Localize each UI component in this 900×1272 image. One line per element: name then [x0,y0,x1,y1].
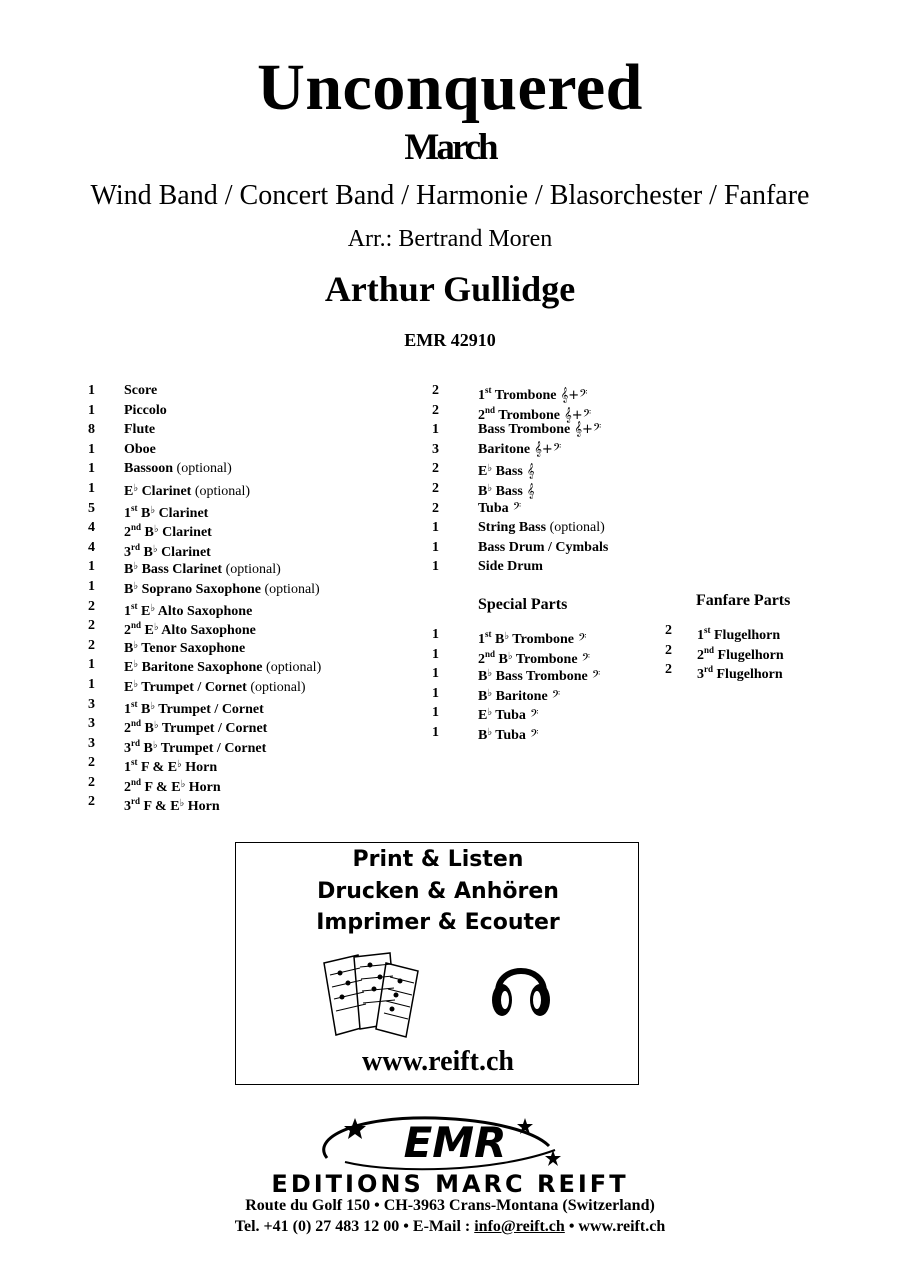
part-ordinal: 2 [478,651,485,667]
part-name [478,459,535,479]
catalog-number: EMR 42910 [404,330,496,350]
part-key: B [141,525,154,541]
part-quantity: 2 [665,642,672,658]
optional-note: (optional) [173,461,232,477]
flat-sign: ♭ [150,602,156,614]
part-row [432,723,600,743]
part-label: Bass [492,483,523,499]
clef-icon: 𝄢 [547,688,561,704]
part-ordinal: 2 [124,525,131,541]
optional-note: (optional) [222,562,281,578]
part-row [88,714,321,737]
part-quantity: 1 [88,578,95,594]
part-row [88,734,321,754]
part-quantity: 1 [432,559,439,575]
part-label: Alto Saxophone [158,623,256,639]
part-key: B [491,632,505,647]
part-label: Trombone [509,632,575,647]
flat-sign: ♭ [153,720,159,732]
part-label: Flugelhorn [710,628,781,643]
special-parts-heading: Special Parts [478,596,568,613]
flat-sign: ♭ [487,726,493,738]
part-name [478,420,601,440]
part-name [478,538,608,558]
special-parts-list [432,625,600,743]
part-row [88,773,321,793]
optional-note: (optional) [546,520,605,536]
part-quantity: 3 [88,716,95,732]
part-label: Alto Saxophone [155,603,253,619]
part-key: E [124,679,134,695]
ordinal-suffix: st [131,502,138,513]
part-name [478,440,561,460]
promo-url: www.reift.ch [362,1046,514,1077]
part-label: Side Drum [478,559,543,575]
part-row [88,499,321,519]
part-ordinal: 3 [697,667,704,683]
flat-sign: ♭ [133,639,139,651]
part-ordinal: 2 [697,647,704,663]
part-quantity: 1 [432,685,439,701]
part-key: E [137,603,151,619]
part-name [124,420,155,440]
ordinal-suffix: st [704,625,711,635]
part-row [432,625,600,645]
part-label: Bass Trombone [492,669,588,685]
publisher-name: EDITIONS MARC REIFT [271,1170,629,1198]
publisher-contact [0,1218,900,1236]
ordinal-suffix: nd [131,522,142,533]
part-row [432,557,608,577]
part-key: F & E [137,760,178,776]
clef-icon: 𝄢 [525,708,539,724]
ordinal-suffix: st [485,629,492,639]
clef-icon: 𝄞+𝄢 [559,407,592,423]
part-ordinal: 1 [697,628,704,643]
part-name [478,401,591,421]
part-quantity: 2 [88,774,95,790]
part-name [478,557,543,577]
part-quantity: 1 [432,539,439,555]
ordinal-suffix: st [131,757,138,768]
promo-line-english: Print & Listen [352,847,524,872]
part-quantity: 1 [432,422,439,438]
part-ordinal: 1 [124,760,131,776]
flat-sign: ♭ [133,659,139,671]
part-quantity: 2 [88,598,95,614]
part-label: Oboe [124,441,156,457]
part-label: Bassoon [124,461,174,477]
part-row [88,557,321,577]
part-key: B [137,505,151,521]
part-label: Piccolo [124,402,167,418]
optional-note: (optional) [262,660,322,676]
part-label: Baritone [492,688,548,704]
email-link[interactable]: info@reift.ch [474,1218,565,1235]
part-name [124,753,218,776]
part-name [124,381,157,401]
flat-sign: ♭ [507,650,513,662]
part-name [124,499,208,519]
part-name [124,616,256,639]
ordinal-suffix: nd [485,404,496,415]
part-quantity: 2 [665,623,672,638]
part-quantity: 2 [432,500,439,516]
part-row [88,401,321,421]
part-key: B [137,701,151,717]
part-quantity: 4 [88,539,95,555]
part-quantity: 2 [432,480,439,496]
part-row [432,401,608,421]
part-row [88,636,321,656]
title: Unconquered [257,51,643,124]
part-quantity: 1 [88,657,95,673]
part-key: B [124,562,134,578]
part-quantity: 1 [432,520,439,536]
part-key: B [495,651,508,667]
part-label: Bass Drum / Cymbals [478,539,609,555]
flat-sign: ♭ [133,678,139,690]
part-key: F & E [141,779,181,795]
part-name [478,625,587,645]
flat-sign: ♭ [487,463,493,475]
part-label: Trumpet / Cornet [155,701,264,717]
part-quantity: 1 [88,676,95,692]
part-ordinal: 1 [478,632,485,647]
part-name [124,773,221,793]
ordinal-suffix: nd [131,620,142,631]
clef-icon: 𝄢 [525,727,539,743]
publisher-address: Route du Golf 150 • CH-3963 Crans-Montana (Switzerland) [245,1197,655,1214]
clef-icon: 𝄞+𝄢 [556,388,588,403]
part-label: Flugelhorn [713,667,783,683]
part-name [697,641,784,661]
part-key: B [478,688,488,704]
part-ordinal: 3 [124,799,131,815]
part-quantity: 3 [432,441,439,457]
part-label: Trombone [512,651,578,667]
part-quantity: 2 [88,755,95,771]
fanfare-parts-heading: Fanfare Parts [696,592,791,609]
part-label: Trumpet / Cornet [138,679,247,695]
part-quantity: 1 [432,627,439,642]
part-key: E [124,483,134,499]
subtitle: March [404,127,496,168]
flat-sign: ♭ [152,543,158,555]
parts-list-brass [432,381,608,577]
phone-text: Tel. +41 (0) 27 483 12 00 • E-Mail : [234,1218,475,1235]
flat-sign: ♭ [152,739,158,751]
part-row [88,518,321,541]
headphones-icon [490,950,552,1022]
part-label: Clarinet [155,505,209,521]
logo-text: EMR [403,1118,507,1167]
part-row [88,538,321,558]
composer: Arthur Gullidge [324,269,576,309]
part-label: Baritone [478,441,531,457]
part-row [88,381,321,401]
part-label: Clarinet [157,544,211,560]
part-label: Soprano Saxophone [138,581,261,597]
instrumentation: Wind Band / Concert Band / Harmonie / Blasorchester / Fanfare [90,180,810,211]
part-row [88,597,321,617]
part-label: Baritone Saxophone [138,660,263,676]
part-ordinal: 3 [124,740,131,756]
flat-sign: ♭ [150,700,156,712]
ordinal-suffix: nd [131,718,142,729]
part-key: E [141,623,154,639]
part-row [88,695,321,715]
part-quantity: 1 [88,402,95,418]
print-listen-box [235,842,639,1085]
part-name [124,459,232,479]
part-key: B [478,727,488,743]
part-ordinal: 2 [478,407,485,423]
part-row [432,645,600,665]
part-name [124,401,167,421]
part-label: Horn [184,799,220,815]
part-name [124,734,266,754]
flat-sign: ♭ [177,759,182,771]
sheet-music-icon [320,949,430,1039]
part-label: Tuba [478,500,509,516]
part-name [478,381,588,401]
part-name [478,645,590,665]
part-quantity: 1 [88,559,95,575]
part-label: Trumpet / Cornet [157,740,267,756]
part-row [432,440,608,460]
flat-sign: ♭ [133,580,139,592]
ordinal-suffix: nd [131,776,142,787]
part-quantity: 1 [432,646,439,662]
part-row [432,703,600,723]
part-row [88,420,321,440]
part-quantity: 1 [88,480,95,496]
part-row [432,479,608,499]
ordinal-suffix: rd [704,664,713,675]
part-name [124,597,252,617]
flat-sign: ♭ [133,561,139,573]
ordinal-suffix: st [131,698,138,709]
clef-icon: 𝄞 [522,483,535,499]
part-quantity: 1 [88,441,95,457]
part-row [88,577,321,597]
part-name [697,660,783,683]
part-name [124,577,320,597]
part-ordinal: 1 [124,505,131,521]
part-name [124,479,250,499]
part-label: Horn [185,779,221,795]
part-label: Bass Trombone [478,422,571,438]
part-key: B [478,483,488,499]
clef-icon: 𝄢 [508,500,522,516]
part-quantity: 2 [432,461,439,477]
website-text: • www.reift.ch [564,1218,666,1235]
part-row [432,420,608,440]
arranger: Arr.: Bertrand Moren [347,226,553,252]
flat-sign: ♭ [179,798,185,810]
part-label: Trombone [491,388,557,403]
part-row [88,675,321,695]
clef-icon: 𝄞+𝄢 [570,422,602,438]
part-label: Tuba [492,727,526,743]
part-key: E [478,708,488,724]
part-row [665,660,784,683]
part-row [432,538,608,558]
part-label: Clarinet [138,483,192,499]
part-label: Tuba [492,708,526,724]
part-label: Flugelhorn [714,647,784,663]
part-quantity: 2 [665,662,672,678]
promo-line-french: Imprimer & Ecouter [316,910,560,935]
part-quantity: 3 [88,735,95,751]
part-name [478,703,538,723]
flat-sign: ♭ [133,482,139,494]
part-label: String Bass [478,520,547,536]
fanfare-parts-list [665,621,784,683]
part-name [124,792,220,815]
part-name [478,499,521,519]
part-key: E [124,660,134,676]
part-key: B [141,721,154,737]
part-row [88,655,321,675]
part-name [124,557,281,577]
part-name [124,538,211,558]
part-label: Score [124,383,158,398]
part-row [432,499,608,519]
clef-icon: 𝄢 [574,632,587,647]
part-name [478,723,538,743]
part-row [665,621,784,641]
part-quantity: 1 [88,461,95,477]
flat-sign: ♭ [487,482,493,494]
part-key: B [124,581,134,597]
flat-sign: ♭ [487,668,493,680]
optional-note: (optional) [261,581,320,597]
optional-note: (optional) [246,679,306,695]
part-label: Horn [181,760,218,776]
part-ordinal: 2 [124,721,131,737]
part-key: F & E [140,799,180,815]
part-row [432,518,608,538]
part-quantity: 2 [88,618,95,634]
part-quantity: 1 [88,383,95,398]
part-quantity: 2 [432,383,439,398]
part-ordinal: 1 [478,388,485,403]
part-row [88,792,321,815]
part-quantity: 2 [432,402,439,418]
part-name [124,636,245,656]
part-key: B [140,740,153,756]
part-quantity: 2 [88,637,95,653]
part-row [432,664,600,684]
optional-note: (optional) [191,483,251,499]
flat-sign: ♭ [153,622,159,634]
part-label: Bass [492,464,523,480]
part-label: Tenor Saxophone [138,640,246,656]
part-name [124,440,156,460]
part-key: E [478,464,488,480]
flat-sign: ♭ [153,524,159,536]
part-ordinal: 3 [124,544,131,560]
part-name [478,684,560,704]
part-row [432,684,600,704]
part-row [665,641,784,661]
part-name [478,664,600,684]
flat-sign: ♭ [487,707,493,719]
flat-sign: ♭ [487,687,493,699]
ordinal-suffix: rd [131,541,140,552]
part-ordinal: 2 [124,623,131,639]
part-quantity: 5 [88,500,95,516]
flat-sign: ♭ [150,504,156,516]
part-quantity: 4 [88,520,95,536]
part-name [697,621,780,641]
part-row [432,381,608,401]
part-key: B [140,544,153,560]
part-quantity: 1 [432,666,439,682]
part-key: B [478,669,488,685]
part-quantity: 1 [432,724,439,740]
part-row [432,459,608,479]
part-name [124,518,212,541]
ordinal-suffix: rd [131,796,140,807]
part-name [124,714,268,737]
part-name [124,695,264,715]
part-row [88,459,321,479]
clef-icon: 𝄢 [587,669,601,685]
clef-icon: 𝄞 [522,464,535,480]
part-key: B [124,640,134,656]
part-row [88,616,321,639]
part-label: Clarinet [158,525,212,541]
part-quantity: 1 [432,705,439,721]
part-name [124,655,321,675]
part-quantity: 8 [88,422,95,438]
part-quantity: 3 [88,696,95,712]
emr-logo [305,1110,595,1172]
flat-sign: ♭ [180,778,186,790]
part-row [88,479,321,499]
part-row [88,440,321,460]
promo-line-german: Drucken & Anhören [317,879,559,904]
part-label: Trombone [495,407,560,423]
parts-list-main [88,381,322,815]
part-label: Bass Clarinet [138,562,223,578]
part-ordinal: 2 [124,779,131,795]
ordinal-suffix: rd [131,737,140,748]
part-label: Trumpet / Cornet [158,721,268,737]
ordinal-suffix: nd [704,644,715,655]
ordinal-suffix: st [131,600,138,611]
part-label: Flute [124,422,156,438]
part-ordinal: 1 [124,701,131,717]
part-name [478,518,605,538]
clef-icon: 𝄢 [577,651,591,667]
part-name [124,675,306,695]
ordinal-suffix: st [485,385,492,395]
part-name [478,479,535,499]
part-ordinal: 1 [124,603,131,619]
part-quantity: 2 [88,794,95,810]
flat-sign: ♭ [504,631,510,642]
clef-icon: 𝄞+𝄢 [530,441,562,457]
ordinal-suffix: nd [485,648,496,659]
part-row [88,753,321,776]
